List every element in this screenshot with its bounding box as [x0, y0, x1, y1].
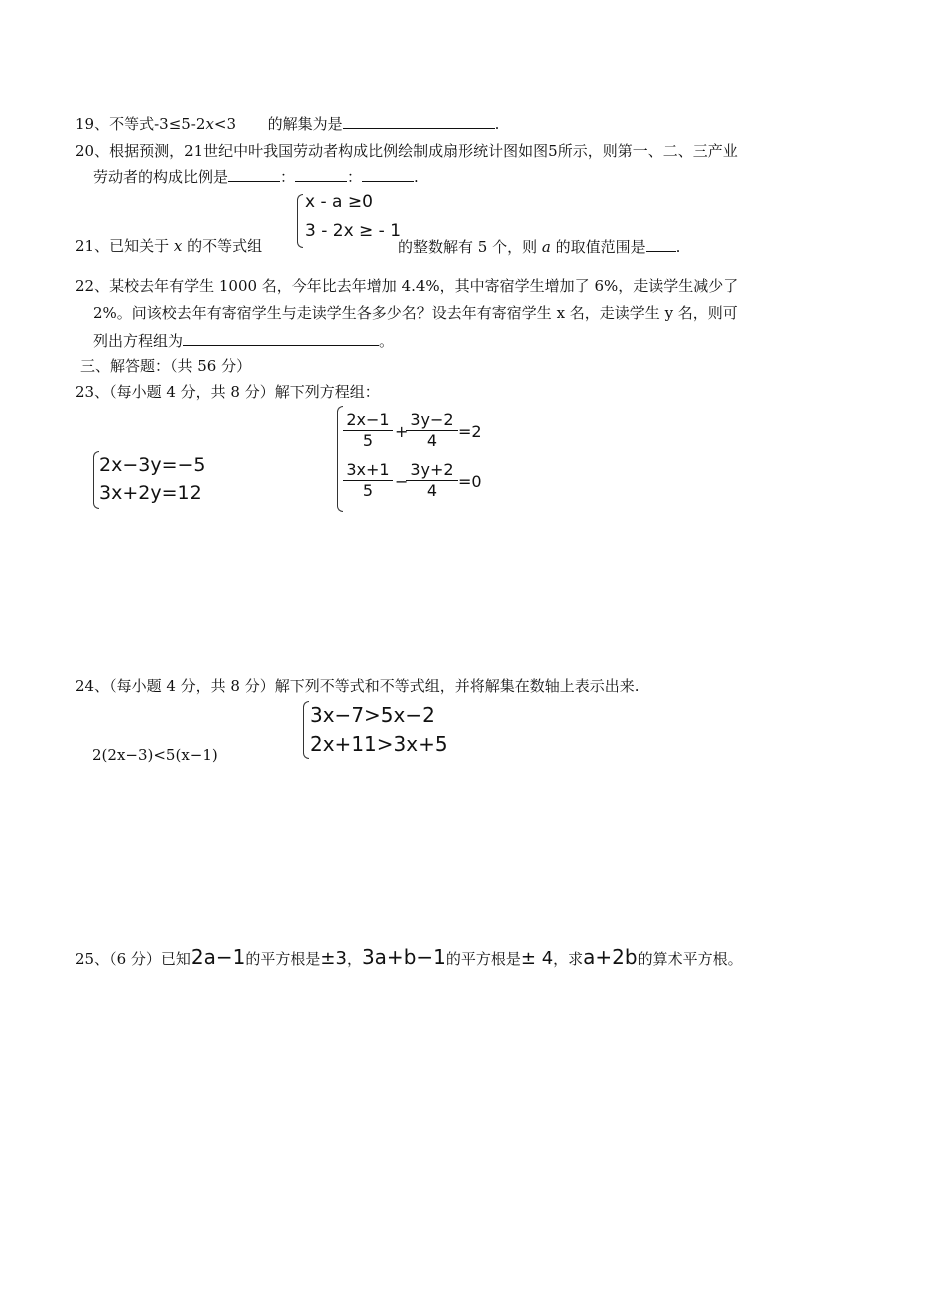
- q21-prefix: 21、已知关于: [75, 237, 174, 255]
- q21-var: x: [173, 237, 183, 255]
- q20-colon-1: ：: [280, 168, 296, 186]
- q23-rhs-2: =0: [458, 472, 482, 491]
- question-23-title: 23、（每小题 4 分，共 8 分）解下列方程组：: [75, 383, 380, 401]
- answer-blank-20a[interactable]: [228, 166, 280, 182]
- q25-text-4: 的算术平方根。: [637, 950, 743, 968]
- q19-end: .: [494, 115, 500, 133]
- q21-eq1: x - a ≥0: [305, 192, 373, 212]
- q21-var2: a: [541, 238, 551, 256]
- q21-eq2: 3 - 2x ≥ - 1: [305, 221, 402, 241]
- q19-var: x: [205, 115, 214, 133]
- q25-sep: ，: [346, 950, 362, 968]
- question-25: [75, 943, 743, 973]
- q24-inequality: 2(2x−3)<5(x−1): [92, 746, 218, 764]
- q23-frac-3: $\frac{3x+1}{5}$: [343, 460, 393, 501]
- answer-blank-20c[interactable]: [362, 166, 414, 182]
- q25-expr-2: 3a+b−1: [361, 945, 446, 969]
- question-20-line2: [93, 166, 419, 187]
- q19-prefix: 19、不等式-3≤5-2: [75, 115, 206, 133]
- question-21: [75, 236, 262, 256]
- q23-sys1-eq2: 3x+2y=12: [99, 482, 202, 504]
- q19-suffix: <3: [213, 115, 237, 133]
- q25-prefix: 25、（6 分）已知: [75, 950, 191, 968]
- q20-text: 劳动者的构成比例是: [93, 168, 229, 186]
- q25-value-2: ± 4: [520, 948, 554, 969]
- question-21-tail: [398, 236, 680, 257]
- answer-blank-21[interactable]: [646, 236, 676, 252]
- q24-sys-eq1: 3x−7>5x−2: [310, 703, 435, 727]
- q21-mid: 的不等式组: [182, 237, 263, 255]
- question-22-line2: 2%。问该校去年有寄宿学生与走读学生各多少名？设去年有寄宿学生 x 名，走读学生 y 名，则可: [93, 304, 738, 322]
- q23-sys1-eq1: 2x−3y=−5: [99, 454, 206, 476]
- answer-blank-20b[interactable]: [295, 166, 347, 182]
- q23-rhs-1: =2: [458, 422, 482, 441]
- section-3-heading: 三、解答题：（共 56 分）: [80, 357, 252, 375]
- q22-text: 列出方程组为: [93, 332, 184, 350]
- q25-text-1: 的平方根是: [245, 950, 321, 968]
- q22-end: 。: [379, 332, 395, 350]
- q25-text-2: 的平方根是: [445, 950, 521, 968]
- q21-after2: 的取值范围是: [550, 238, 646, 256]
- q21-brace: [297, 194, 303, 248]
- q23-op-plus: +: [395, 422, 409, 441]
- q23-frac-2: $\frac{3y-2}{4}$: [406, 410, 458, 451]
- q23-frac-1: $\frac{2x-1}{5}$: [343, 410, 393, 451]
- answer-blank-22[interactable]: [183, 330, 379, 346]
- q21-end: .: [675, 238, 681, 256]
- question-22-line1: 22、某校去年有学生 1000 名，今年比去年增加 4.4%，其中寄宿学生增加了 6%，走读学生减少了: [75, 277, 739, 295]
- q24-sys-brace: [303, 701, 309, 759]
- q21-after1: 的整数解有 5 个，则: [398, 238, 542, 256]
- question-22-line3: [93, 330, 394, 351]
- q20-end: .: [414, 168, 419, 186]
- q25-expr-1: 2a−1: [190, 945, 246, 969]
- q23-frac-4: $\frac{3y+2}{4}$: [406, 460, 458, 501]
- answer-blank-19[interactable]: [343, 113, 495, 129]
- q25-expr-3: a+2b: [583, 945, 638, 969]
- question-20-line1: 20、根据预测，21世纪中叶我国劳动者构成比例绘制成扇形统计图如图5所示，则第一、二、三产业: [75, 142, 738, 160]
- q25-value-1: ±3: [320, 948, 347, 969]
- q25-text-3: ，求: [553, 950, 584, 968]
- q19-tail: 的解集为是: [267, 115, 343, 133]
- q20-colon-2: ：: [347, 168, 363, 186]
- q23-op-minus: −: [395, 472, 409, 491]
- q24-sys-eq2: 2x+11>3x+5: [310, 732, 448, 756]
- question-19: [75, 113, 499, 134]
- question-24-title: 24、（每小题 4 分，共 8 分）解下列不等式和不等式组，并将解集在数轴上表示出来.: [75, 677, 640, 695]
